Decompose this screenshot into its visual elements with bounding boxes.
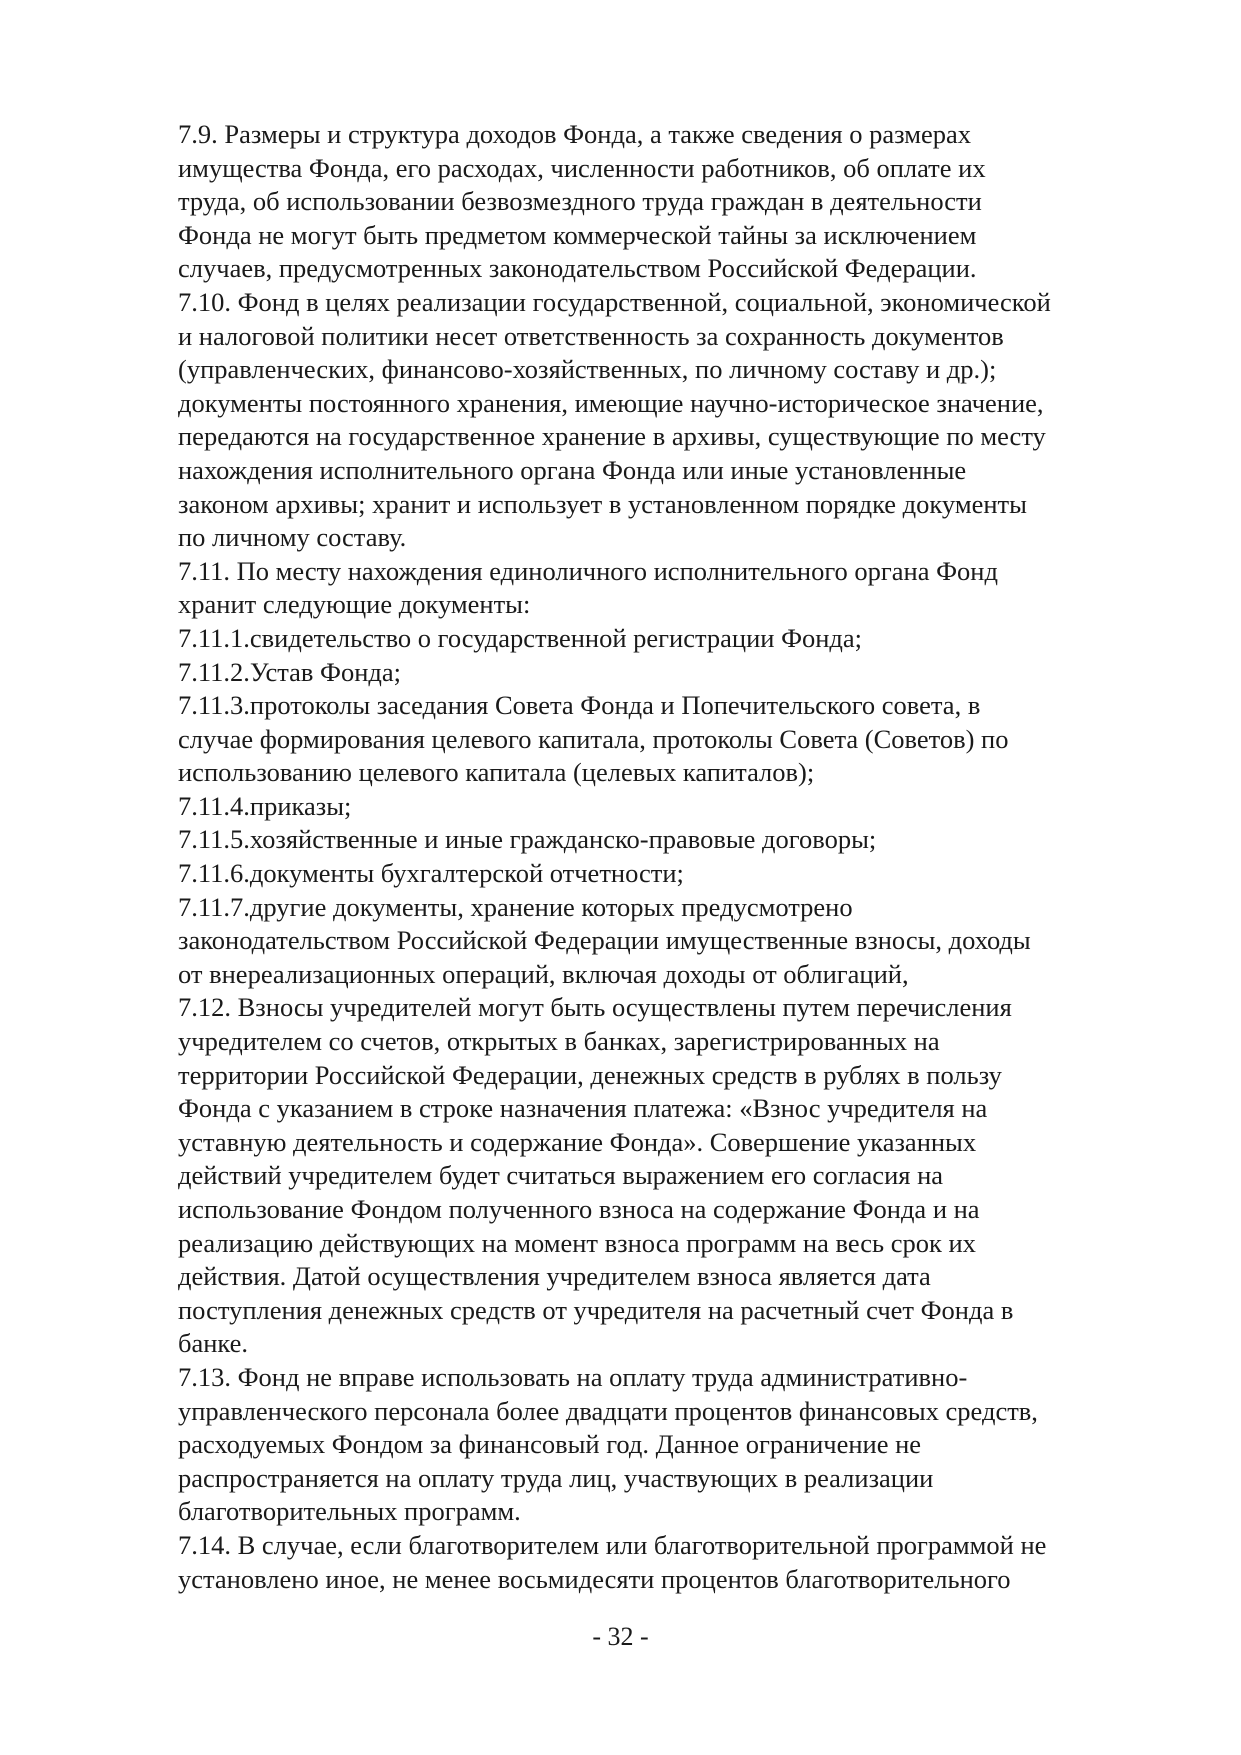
text-line: 7.11.6.документы бухгалтерской отчетности; [178, 858, 684, 889]
text-line: распространяется на оплату труда лиц, участвующих в реализации [178, 1462, 934, 1493]
text-line: 7.13. Фонд не вправе использовать на оплату труда административно- [178, 1361, 968, 1392]
text-line: 7.11.7.другие документы, хранение которых предусмотрено [178, 891, 853, 922]
text-line: поступления денежных средств от учредителя на расчетный счет Фонда в [178, 1294, 1014, 1325]
text-line: от внереализационных операций, включая доходы от облигаций, [178, 958, 909, 989]
text-line: по личному составу. [178, 522, 407, 553]
text-line: 7.11.1.свидетельство о государственной регистрации Фонда; [178, 622, 863, 653]
text-line: случаев, предусмотренных законодательством Российской Федерации. [178, 253, 977, 284]
text-line: (управленческих, финансово-хозяйственных, по личному составу и др.); [178, 354, 997, 385]
text-line: 7.14. В случае, если благотворителем или благотворительной программой не [178, 1529, 1047, 1560]
text-line: законом архивы; хранит и использует в установленном порядке документы [178, 488, 1027, 519]
text-line: уставную деятельность и содержание Фонда». Совершение указанных [178, 1126, 977, 1157]
text-line: 7.12. Взносы учредителей могут быть осуществлены путем перечисления [178, 992, 1012, 1023]
text-line: действий учредителем будет считаться выражением его согласия на [178, 1160, 944, 1191]
text-line: 7.11.2.Устав Фонда; [178, 656, 402, 687]
text-line: благотворительных программ. [178, 1496, 521, 1527]
text-line: управленческого персонала более двадцати процентов финансовых средств, [178, 1395, 1038, 1426]
text-line: использованию целевого капитала (целевых капиталов); [178, 757, 815, 788]
text-line: 7.11. По месту нахождения единоличного исполнительного органа Фонд [178, 555, 998, 586]
text-line: передаются на государственное хранение в архивы, существующие по месту [178, 421, 1046, 452]
document-body [178, 118, 1153, 1596]
text-line: 7.11.5.хозяйственные и иные гражданско-правовые договоры; [178, 824, 877, 855]
text-line: расходуемых Фондом за финансовый год. Данное ограничение не [178, 1429, 922, 1460]
text-line: учредителем со счетов, открытых в банках, зарегистрированных на [178, 1026, 940, 1057]
text-line: установлено иное, не менее восьмидесяти процентов благотворительного [178, 1563, 1011, 1594]
text-line: и налоговой политики несет ответственность за сохранность документов [178, 320, 1004, 351]
text-line: труда, об использовании безвозмездного труда граждан в деятельности [178, 186, 982, 217]
text-line: имущества Фонда, его расходах, численности работников, об оплате их [178, 152, 986, 183]
text-line: Фонда с указанием в строке назначения платежа: «Взнос учредителя на [178, 1093, 988, 1124]
page-number: - 32 - [592, 1622, 649, 1651]
text-line: 7.10. Фонд в целях реализации государственной, социальной, экономической [178, 286, 1051, 317]
text-line: 7.11.3.протоколы заседания Совета Фонда и Попечительского совета, в [178, 690, 981, 721]
text-line: нахождения исполнительного органа Фонда или иные установленные [178, 454, 967, 485]
text-line: действия. Датой осуществления учредителем взноса является дата [178, 1261, 931, 1292]
text-line: 7.9. Размеры и структура доходов Фонда, а также сведения о размерах [178, 119, 971, 149]
text-line: Фонда не могут быть предметом коммерческой тайны за исключением [178, 219, 977, 250]
text-line: хранит следующие документы: [178, 589, 531, 620]
text-line: случае формирования целевого капитала, протоколы Совета (Советов) по [178, 723, 1009, 754]
text-line: использование Фондом полученного взноса на содержание Фонда и на [178, 1194, 980, 1224]
text-line: реализацию действующих на момент взноса программ на весь срок их [178, 1227, 976, 1258]
text-line: 7.11.4.приказы; [178, 790, 352, 821]
text-line: территории Российской Федерации, денежных средств в рублях в пользу [178, 1059, 1002, 1090]
text-line: законодательством Российской Федерации имущественные взносы, доходы [178, 925, 1031, 956]
text-line: банке. [178, 1328, 249, 1359]
text-line: документы постоянного хранения, имеющие научно-историческое значение, [178, 387, 1044, 418]
